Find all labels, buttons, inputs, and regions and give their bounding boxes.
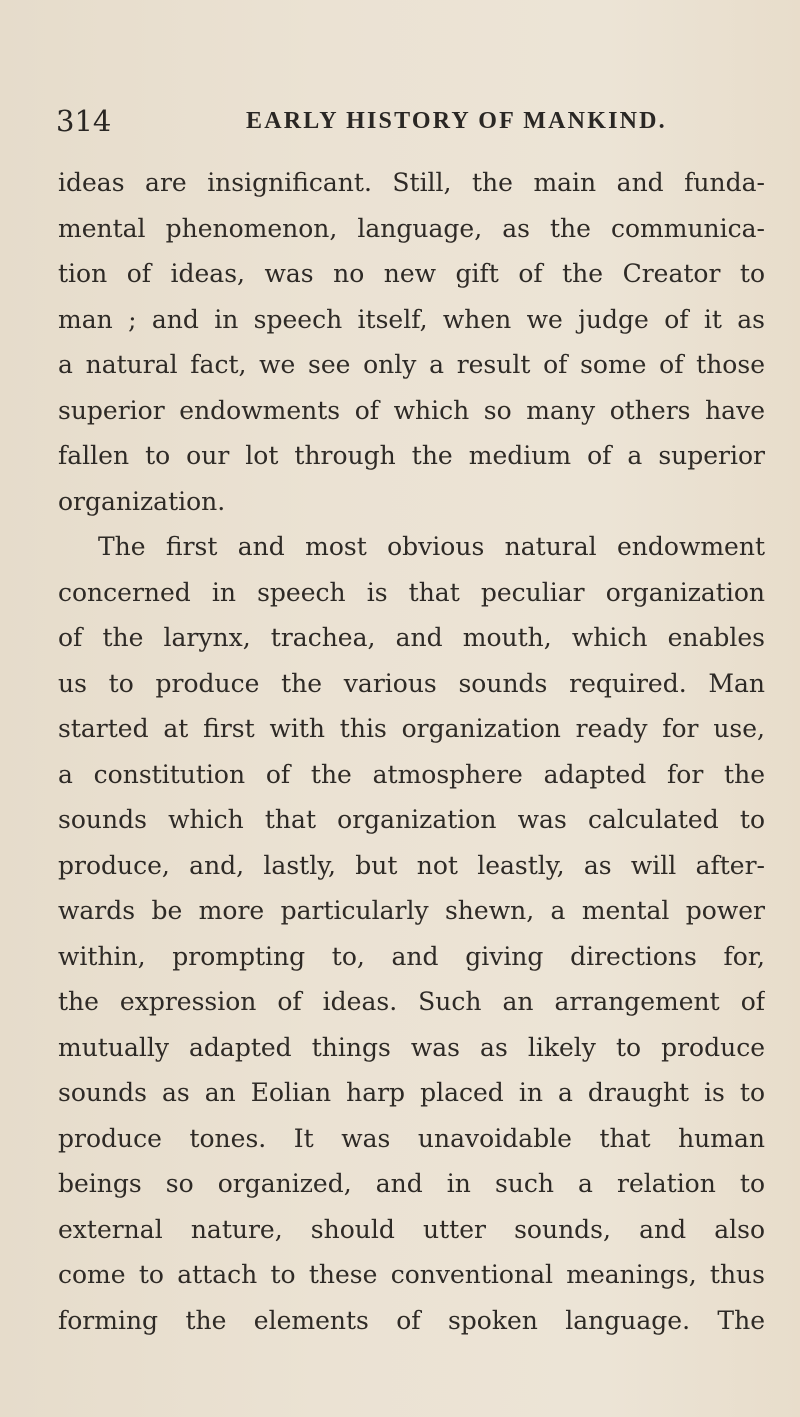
page-header — [0, 104, 800, 144]
text-line: wards be more particularly shewn, a mental power — [58, 896, 765, 925]
paragraph-first-line: The first and most obvious natural endowment — [98, 532, 765, 561]
text-line: of the larynx, trachea, and mouth, which enables — [58, 623, 765, 652]
text-line: superior endowments of which so many others have — [58, 395, 765, 425]
running-head: EARLY HISTORY OF MANKIND. — [246, 108, 667, 134]
text-line: us to produce the various sounds required. Man — [58, 668, 765, 698]
text-line: mutually adapted things was as likely to produce — [58, 1032, 765, 1062]
page-number: 314 — [56, 104, 112, 138]
text-line: organization. — [58, 486, 226, 516]
text-line: concerned in speech is that peculiar organization — [58, 577, 765, 607]
text-line: external nature, should utter sounds, and also — [58, 1214, 765, 1244]
text-line: mental phenomenon, language, as the communica- — [58, 213, 765, 243]
text-line: ideas are insignificant. Still, the main and funda- — [58, 168, 765, 197]
text-line: a natural fact, we see only a result of some of those — [58, 350, 765, 379]
text-line: a constitution of the atmosphere adapted for the — [58, 759, 765, 789]
text-line: sounds which that organization was calculated to — [58, 805, 765, 834]
text-line: the expression of ideas. Such an arrangement of — [58, 987, 765, 1016]
text-line: beings so organized, and in such a relation to — [58, 1169, 765, 1198]
text-line: produce, and, lastly, but not leastly, as will after- — [58, 850, 765, 880]
text-line: forming the elements of spoken language. The — [58, 1305, 765, 1335]
text-line: fallen to our lot through the medium of a superior — [58, 441, 765, 470]
text-line: produce tones. It was unavoidable that human — [58, 1123, 765, 1153]
text-line: man ; and in speech itself, when we judge of it as — [58, 304, 765, 334]
text-line: sounds as an Eolian harp placed in a draught is to — [58, 1078, 765, 1107]
text-line: come to attach to these conventional meanings, thus — [58, 1260, 765, 1289]
text-line: started at first with this organization ready for use, — [58, 714, 765, 743]
text-line: within, prompting to, and giving directions for, — [58, 941, 765, 971]
text-line: tion of ideas, was no new gift of the Creator to — [58, 259, 765, 288]
